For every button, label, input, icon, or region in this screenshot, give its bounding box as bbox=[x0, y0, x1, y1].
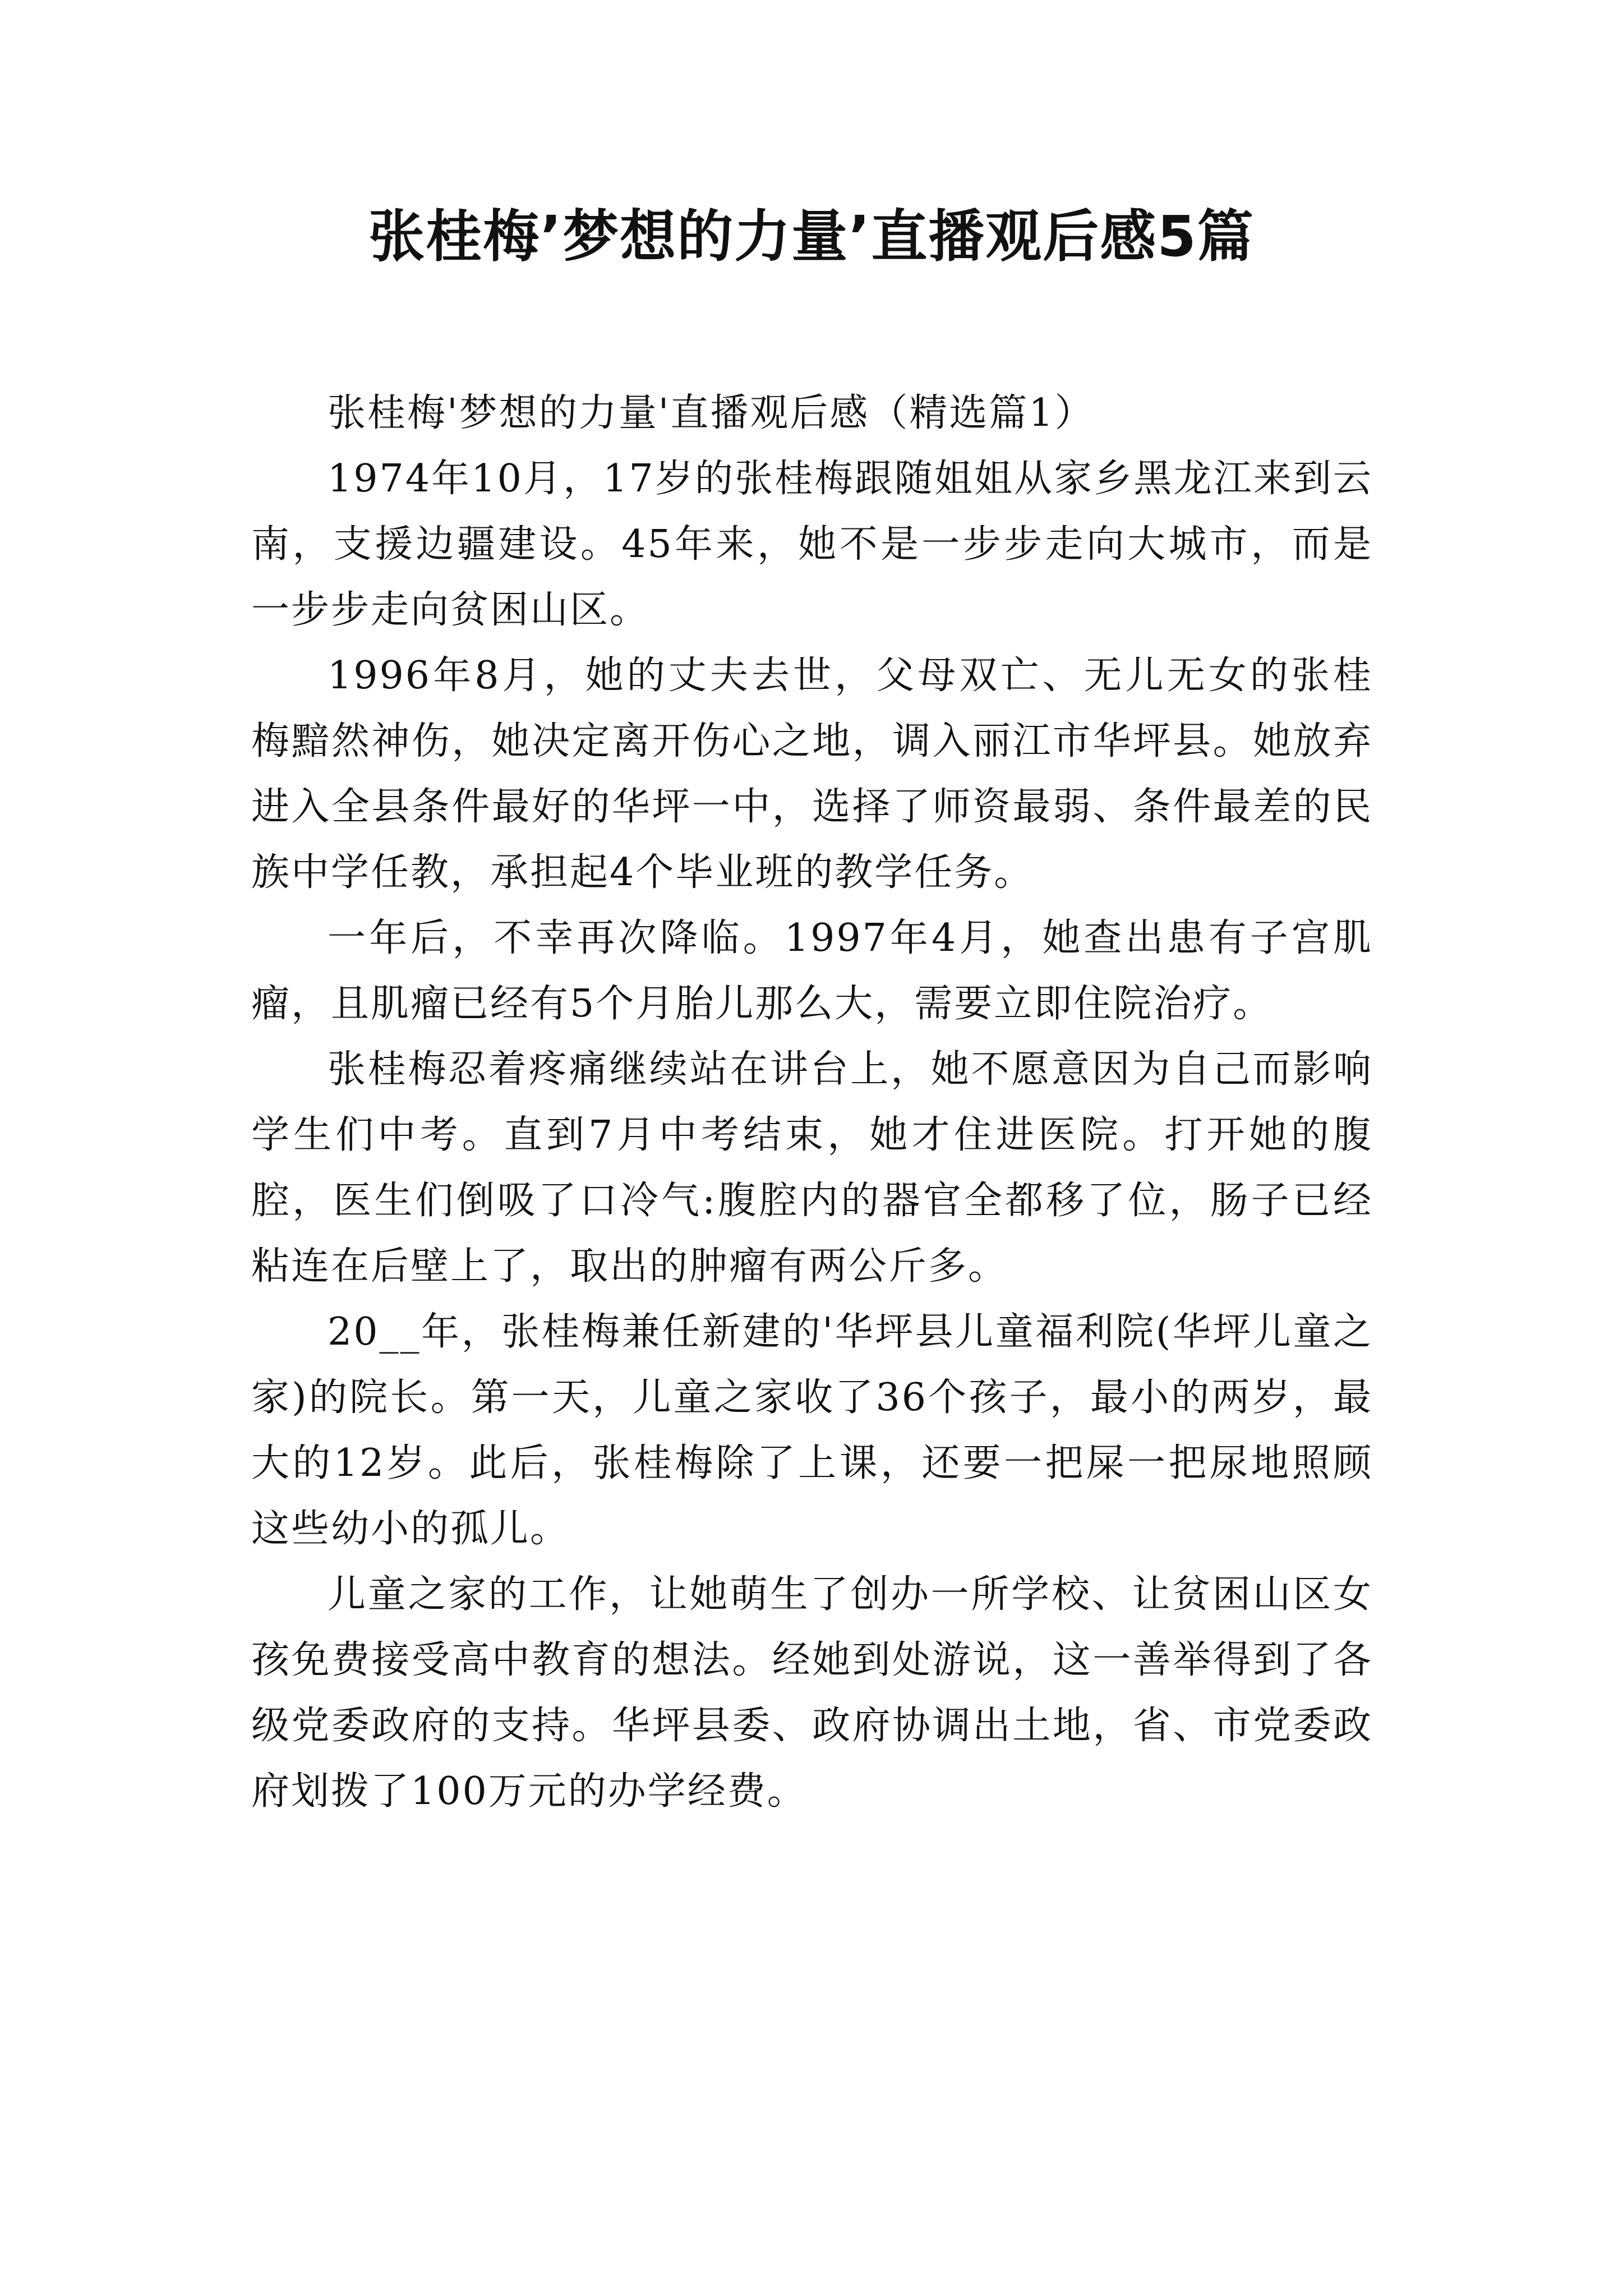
paragraph: 儿童之家的工作，让她萌生了创办一所学校、让贫困山区女孩免费接受高中教育的想法。经她到处游说，这一善举得到了各级党委政府的支持。华坪县委、政府协调出土地，省、市党委政府划拨了100万元的办学经费。 bbox=[251, 1572, 1373, 1814]
paragraph: 一年后，不幸再次降临。1997年4月，她查出患有子宫肌瘤，且肌瘤已经有5个月胎儿那么大，需要立即住院治疗。 bbox=[251, 916, 1373, 1026]
paragraph: 1996年8月，她的丈夫去世，父母双亡、无儿无女的张桂梅黯然神伤，她决定离开伤心之地，调入丽江市华坪县。她放弃进入全县条件最好的华坪一中，选择了师资最弱、条件最差的民族中学任教，承担起4个毕业班的教学任务。 bbox=[251, 654, 1373, 895]
section-heading: 张桂梅'梦想的力量'直播观后感（精选篇1） bbox=[328, 391, 1095, 435]
paragraph: 张桂梅忍着疼痛继续站在讲台上，她不愿意因为自己而影响学生们中考。直到7月中考结束，她才住进医院。打开她的腹腔，医生们倒吸了口冷气:腹腔内的器官全都移了位，肠子已经粘连在后壁上了，取出的肿瘤有两公斤多。 bbox=[251, 1047, 1373, 1289]
document-body bbox=[251, 380, 1373, 1824]
paragraph: 1974年10月，17岁的张桂梅跟随姐姐从家乡黑龙江来到云南，支援边疆建设。45年来，她不是一步步走向大城市，而是一步步走向贫困山区。 bbox=[251, 457, 1373, 632]
document-title: 张桂梅’梦想的力量’直播观后感5篇 bbox=[368, 204, 1255, 269]
paragraph: 20__年，张桂梅兼任新建的'华坪县儿童福利院(华坪儿童之家)的院长。第一天，儿童之家收了36个孩子，最小的两岁，最大的12岁。此后，张桂梅除了上课，还要一把屎一把尿地照顾这些幼小的孤儿。 bbox=[251, 1310, 1373, 1551]
